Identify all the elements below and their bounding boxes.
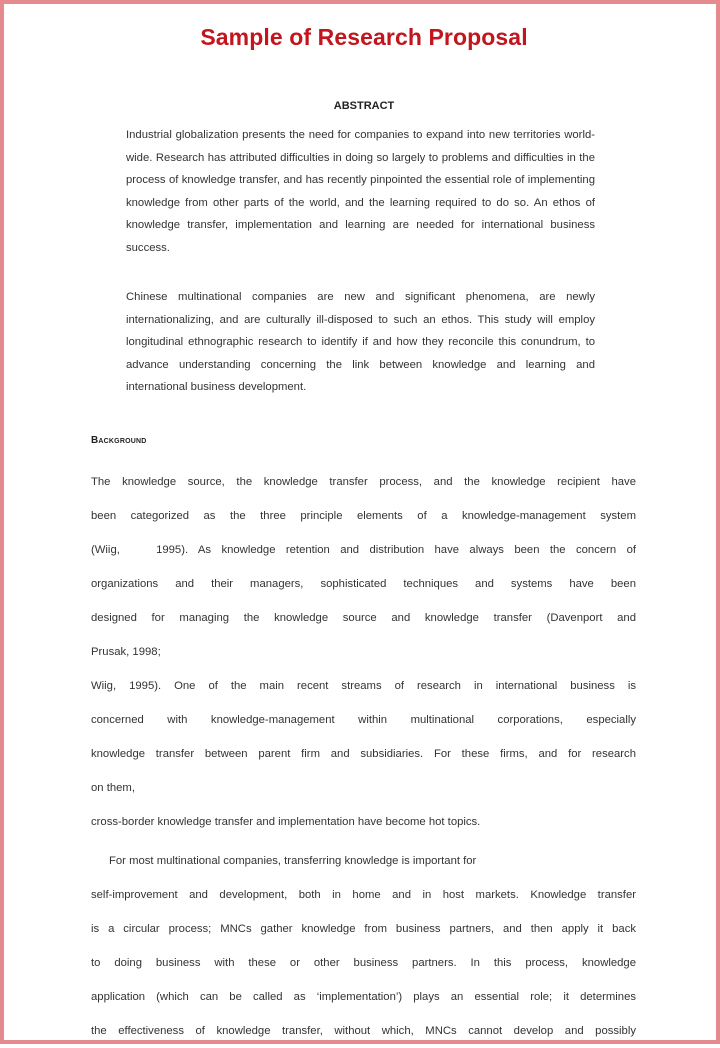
text-line: to doing business with these or other business partners. In this process, knowledge — [91, 957, 636, 969]
text-line: concerned with knowledge-management within multinational corporations, especially — [91, 714, 636, 726]
text-line: been categorized as the three principle elements of a knowledge-management system — [91, 510, 636, 522]
text-line: (Wiig, 1995). As knowledge retention and distribution have always been the concern of — [91, 544, 636, 556]
text-line: application (which can be called as ‘implementation’) plays an essential role; it determines — [91, 991, 636, 1003]
text-line: is a circular process; MNCs gather knowledge from business partners, and then apply it back — [91, 923, 636, 935]
text-line: designed for managing the knowledge source and knowledge transfer (Davenport and — [91, 612, 636, 624]
abstract-heading: ABSTRACT — [333, 100, 395, 112]
text-line: For most multinational companies, transferring knowledge is important for — [109, 855, 477, 867]
text-line: The knowledge source, the knowledge transfer process, and the knowledge recipient have — [91, 476, 636, 488]
background-paragraph — [91, 465, 636, 839]
text-line: self-improvement and development, both in home and in host markets. Knowledge transfer — [91, 889, 636, 901]
abstract-paragraph-2: Chinese multinational companies are new and significant phenomena, are newly internationalizing, and are culturally ill-disposed to such an ethos. This study will employ longitudinal ethnographic research to identify if and how they reconcile this conundrum, to advance understanding concerning the link between knowledge and learning and international business development. — [126, 291, 595, 394]
background-heading: Background — [91, 435, 147, 446]
text-line: Prusak, 1998; — [91, 646, 161, 658]
text-line: on them, — [91, 782, 135, 794]
document-title: Sample of Research Proposal — [200, 24, 528, 50]
text-line: organizations and their managers, sophisticated techniques and systems have been — [91, 578, 636, 590]
abstract-paragraph-1: Industrial globalization presents the need for companies to expand into new territories world-wide. Research has attributed difficulties in doing so largely to problems and difficulties in the process of knowledge transfer, and has recently pinpointed the essential role of implementing knowledge from other parts of the world, and the learning required to do so. An ethos of knowledge transfer, implementation and learning are needed for international business success. — [126, 129, 595, 254]
text-line: cross-border knowledge transfer and implementation have become hot topics. — [91, 816, 481, 828]
text-line: the effectiveness of knowledge transfer, without which, MNCs cannot develop and possibly — [91, 1025, 636, 1037]
text-line: knowledge transfer between parent firm and subsidiaries. For these firms, and for research — [91, 748, 636, 760]
second-paragraph — [91, 844, 636, 1048]
text-line: Wiig, 1995). One of the main recent streams of research in international business is — [91, 680, 636, 692]
